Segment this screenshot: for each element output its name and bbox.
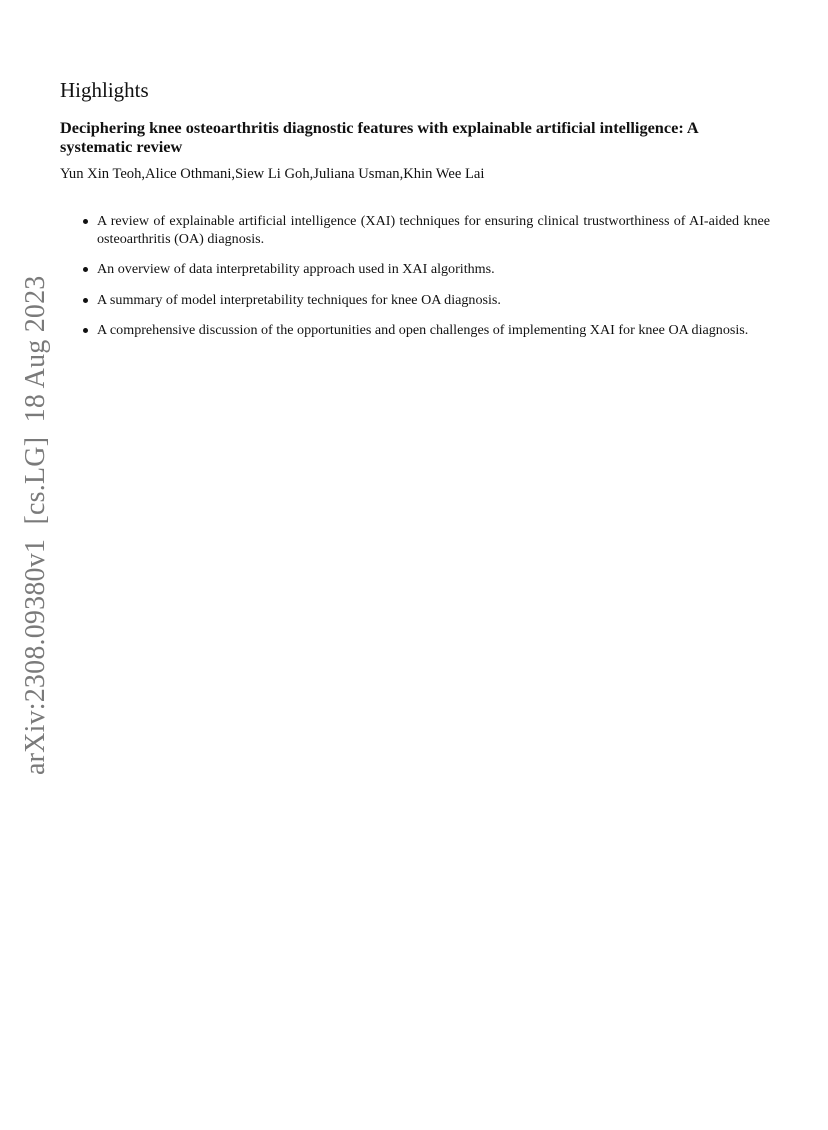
paper-title: Deciphering knee osteoarthritis diagnostic features with explainable artificial intelligence: A systematic review: [60, 118, 698, 156]
arxiv-identifier-stamp: arXiv:2308.09380v1 [cs.LG] 18 Aug 2023: [20, 275, 51, 775]
highlight-text: A comprehensive discussion of the opportunities and open challenges of implementing XAI for knee OA diagnosis.: [97, 321, 749, 338]
bullet-icon: [83, 267, 88, 272]
highlight-item: [80, 321, 770, 339]
author-list: Yun Xin Teoh,Alice Othmani,Siew Li Goh,Juliana Usman,Khin Wee Lai: [60, 166, 485, 182]
highlights-list: [80, 212, 770, 351]
highlight-text: A review of explainable artificial intelligence (XAI) techniques for ensuring clinical trustworthiness of AI-aided knee osteoarthritis (OA) diagnosis.: [97, 213, 770, 248]
highlight-item: [80, 291, 770, 309]
bullet-icon: [83, 328, 88, 333]
bullet-icon: [83, 219, 88, 224]
highlight-text: An overview of data interpretability approach used in XAI algorithms.: [97, 261, 495, 278]
highlight-text: A summary of model interpretability techniques for knee OA diagnosis.: [97, 291, 501, 308]
highlight-item: [80, 212, 770, 248]
highlights-heading: Highlights: [60, 78, 149, 102]
highlight-item: [80, 260, 770, 278]
bullet-icon: [83, 298, 88, 303]
